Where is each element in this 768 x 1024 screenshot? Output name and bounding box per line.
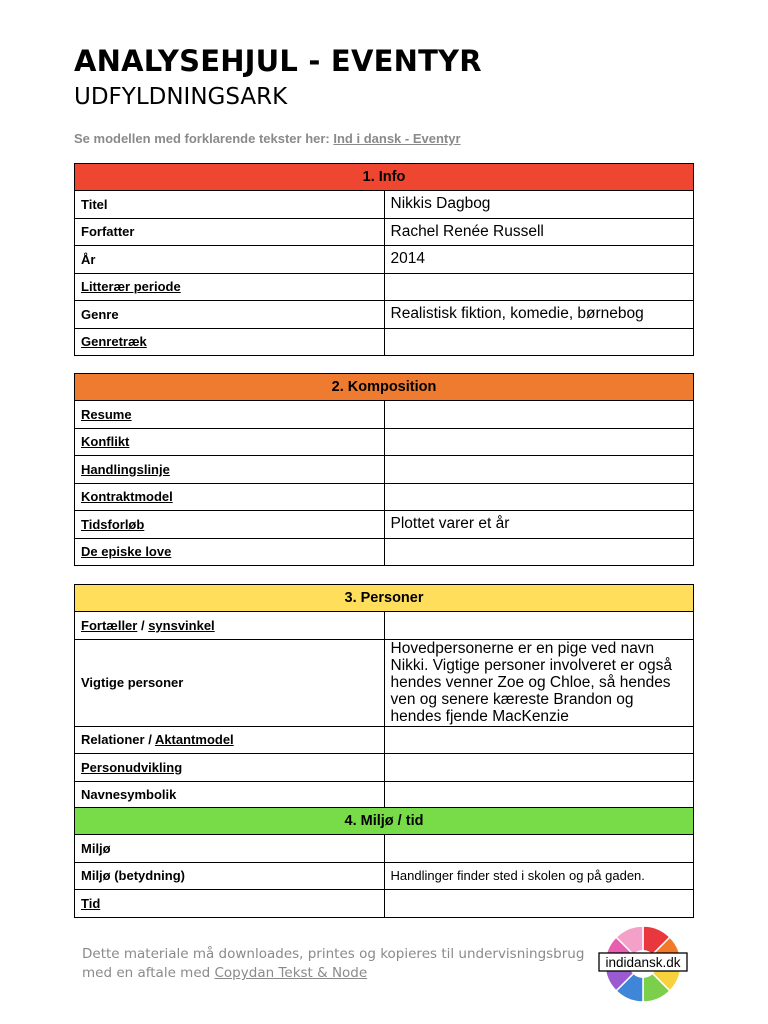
- row-label-link[interactable]: Genretræk: [75, 328, 385, 356]
- table-row: [75, 754, 694, 782]
- info-heading: 1. Info: [75, 164, 694, 191]
- row-label-link[interactable]: Handlingslinje: [75, 456, 385, 484]
- row-label-link[interactable]: Tidsforløb: [75, 511, 385, 539]
- row-value[interactable]: Handlinger finder sted i skolen og på gaden.: [384, 862, 694, 890]
- label-link[interactable]: synsvinkel: [148, 617, 215, 633]
- table-row: [75, 456, 694, 484]
- table-row: [75, 612, 694, 640]
- row-value[interactable]: [384, 401, 694, 429]
- table-row: [75, 273, 694, 301]
- row-value[interactable]: [384, 483, 694, 511]
- row-value[interactable]: [384, 273, 694, 301]
- label-link[interactable]: Fortæller: [81, 617, 138, 633]
- table-row: [75, 890, 694, 918]
- table-row: [75, 191, 694, 219]
- footer-line: med en aftale med Copydan Tekst & Node: [82, 965, 368, 981]
- row-value[interactable]: [384, 890, 694, 918]
- table-row: [75, 639, 694, 726]
- row-label-link[interactable]: Kontraktmodel: [75, 483, 385, 511]
- row-value[interactable]: Realistisk fiktion, komedie, børnebog: [384, 301, 694, 329]
- table-row: [75, 538, 694, 566]
- info-table: [74, 163, 694, 356]
- row-value[interactable]: [384, 781, 694, 809]
- label-link[interactable]: Aktantmodel: [154, 732, 234, 748]
- row-label-link[interactable]: Personudvikling: [75, 754, 385, 782]
- table-row: [75, 483, 694, 511]
- row-label-link[interactable]: Resume: [75, 401, 385, 429]
- personer-table: [74, 584, 694, 809]
- row-value[interactable]: Plottet varer et år: [384, 511, 694, 539]
- row-value[interactable]: [384, 835, 694, 863]
- page-title: ANALYSEHJUL - EVENTYR: [74, 44, 482, 78]
- row-value[interactable]: Nikkis Dagbog: [384, 191, 694, 219]
- row-label-link[interactable]: Tid: [75, 890, 385, 918]
- row-label: Fortæller / synsvinkel: [75, 612, 385, 640]
- row-value[interactable]: [384, 538, 694, 566]
- copydan-link[interactable]: Copydan Tekst & Node: [214, 965, 368, 981]
- row-label: Navnesymbolik: [75, 781, 385, 809]
- row-label: Genre: [75, 301, 385, 329]
- footer-line: Dette materiale må downloades, printes og kopieres til undervisningsbrug: [82, 946, 585, 962]
- row-value[interactable]: [384, 612, 694, 640]
- footer-text: [82, 945, 584, 983]
- row-value[interactable]: [384, 726, 694, 754]
- table-row: [75, 328, 694, 356]
- table-row: [75, 246, 694, 274]
- table-row: [75, 726, 694, 754]
- row-label: År: [75, 246, 385, 274]
- table-row: [75, 781, 694, 809]
- row-value[interactable]: [384, 428, 694, 456]
- komposition-heading: 2. Komposition: [75, 374, 694, 401]
- row-value[interactable]: [384, 754, 694, 782]
- row-label-link[interactable]: De episke love: [75, 538, 385, 566]
- table-row: [75, 301, 694, 329]
- miljo-table: [74, 807, 694, 918]
- reference-line: [74, 131, 461, 146]
- logo-text: indidansk.dk: [605, 955, 681, 970]
- row-value[interactable]: Hovedpersonerne er en pige ved navn Nikki. Vigtige personer involveret er også hendes venner Zoe og Chloe, så hendes ven og senere kæreste Brandon og hendes fjende MacKenzie: [384, 639, 694, 726]
- row-value[interactable]: [384, 328, 694, 356]
- miljo-heading: 4. Miljø / tid: [75, 808, 694, 835]
- table-row: [75, 835, 694, 863]
- indidansk-logo[interactable]: [598, 925, 688, 1003]
- row-value[interactable]: Rachel Renée Russell: [384, 218, 694, 246]
- personer-heading: 3. Personer: [75, 585, 694, 612]
- table-row: [75, 428, 694, 456]
- row-label: Titel: [75, 191, 385, 219]
- row-value[interactable]: 2014: [384, 246, 694, 274]
- row-label: Vigtige personer: [75, 639, 385, 726]
- komposition-table: [74, 373, 694, 566]
- row-label: Miljø: [75, 835, 385, 863]
- table-row: [75, 218, 694, 246]
- table-row: [75, 862, 694, 890]
- row-label-link[interactable]: Konflikt: [75, 428, 385, 456]
- reference-prefix: Se modellen med forklarende tekster her:: [74, 131, 334, 146]
- row-label: Miljø (betydning): [75, 862, 385, 890]
- page-subtitle: UDFYLDNINGSARK: [74, 84, 288, 110]
- row-value[interactable]: [384, 456, 694, 484]
- table-row: [75, 401, 694, 429]
- row-label: Forfatter: [75, 218, 385, 246]
- reference-link[interactable]: Ind i dansk - Eventyr: [333, 131, 461, 146]
- table-row: [75, 511, 694, 539]
- row-label-link[interactable]: Litterær periode: [75, 273, 385, 301]
- row-label: Relationer / Aktantmodel: [75, 726, 385, 754]
